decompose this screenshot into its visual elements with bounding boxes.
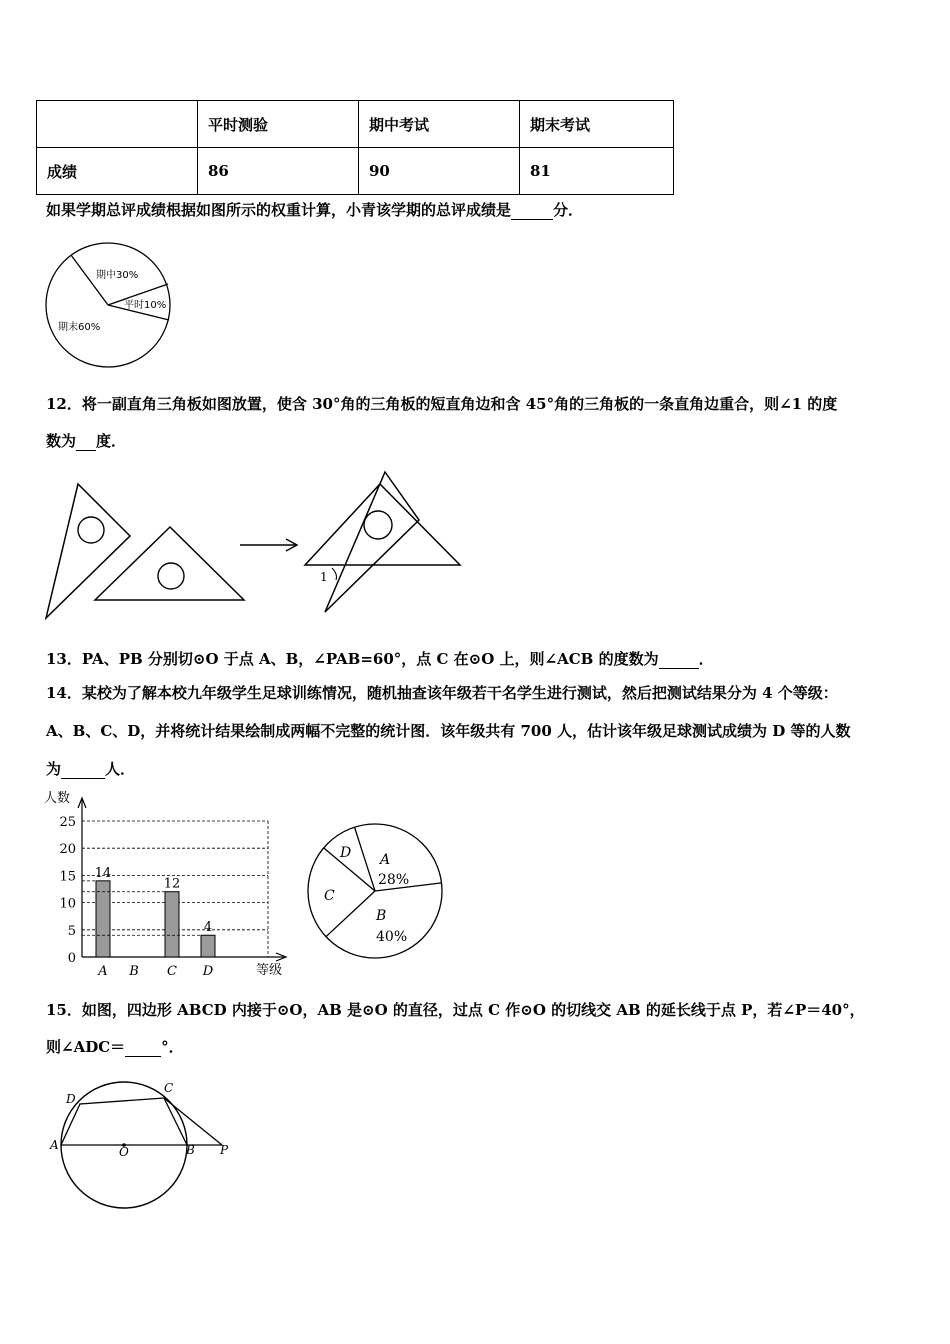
bar-data-label: 14: [94, 865, 112, 881]
weight-pie-chart: [44, 240, 178, 372]
weight-pie-label: 平时10%: [124, 300, 167, 311]
quadrilateral-abcd: [61, 1098, 187, 1145]
point-label-c: C: [164, 1081, 174, 1095]
table-header-row: [37, 101, 674, 148]
bar-y-tick-label: 20: [59, 842, 76, 858]
weight-pie-label: 期末60%: [58, 322, 101, 333]
bar-category-label: A: [98, 964, 108, 979]
table-row-label: 成绩: [37, 148, 198, 195]
bar-category-label: B: [129, 964, 139, 979]
score-table: [36, 100, 674, 195]
triangle-hole: [158, 563, 184, 589]
table-header-cell: [37, 101, 198, 148]
angle-1-arc: [332, 568, 337, 580]
inscribed-quadrilateral-figure: [44, 1076, 244, 1214]
grade-pie-chart: [304, 820, 446, 962]
pie-slice-label: D: [340, 845, 352, 861]
table-header-cell: 期中考试: [359, 101, 520, 148]
q12-suffix: 度．: [96, 432, 127, 450]
grade-bar-chart: [40, 786, 302, 982]
table-header-cell: 平时测验: [198, 101, 359, 148]
q14-suffix: 人．: [105, 760, 136, 778]
bar-y-tick-label: 15: [59, 869, 76, 885]
pie-slice-label: A: [380, 852, 391, 868]
q11-text: [46, 199, 583, 220]
q13-text: [46, 648, 714, 669]
point-label-b: B: [186, 1143, 195, 1157]
bar-A: [96, 881, 110, 957]
q13-question: 13．PA、PB 分别切⊙O 于点 A、B，∠PAB=60°，点 C 在⊙O 上，则∠ACB 的度数为: [46, 650, 659, 668]
triangle-30-left: [46, 484, 130, 618]
q13-suffix: ．: [698, 650, 714, 668]
bar-category-label: D: [202, 964, 214, 979]
answer-blank: [76, 432, 96, 451]
pie-slice-label: C: [324, 888, 335, 904]
q14-line2: A、B、C、D，并将统计结果绘制成两幅不完整的统计图．该年级共有 700 人，估计该年级足球测试成绩为 D 等的人数: [46, 722, 851, 740]
q14-line3: [46, 758, 135, 779]
pie-slice-percent: 40%: [376, 929, 408, 945]
bar-y-tick-label: 0: [67, 951, 76, 966]
pie-slice-divider: [355, 827, 375, 891]
table-header-cell: 期末考试: [520, 101, 674, 148]
table-cell: 81: [520, 148, 674, 195]
set-square-figure: [40, 470, 470, 622]
q11-question: 如果学期总评成绩根据如图所示的权重计算，小青该学期的总评成绩是: [46, 201, 512, 219]
answer-blank: [61, 760, 105, 779]
q12-line2: [46, 430, 126, 451]
point-label-d: D: [66, 1092, 76, 1106]
tangent-cp: [164, 1098, 222, 1145]
bar-y-tick-label: 10: [59, 896, 76, 912]
answer-blank: [511, 201, 553, 220]
angle-1-label: 1: [320, 570, 328, 584]
q15-line1: 15．如图，四边形 ABCD 内接于⊙O，AB 是⊙O 的直径，过点 C 作⊙O 的切线交 AB 的延长线于点 P，若∠P＝40°，: [46, 1001, 865, 1019]
q11-suffix: 分．: [553, 201, 584, 219]
bar-D: [201, 935, 215, 957]
q15-line2: [46, 1036, 184, 1057]
point-label-p: P: [220, 1143, 229, 1157]
q12-line1: 12．将一副直角三角板如图放置，使含 30°角的三角板的短直角边和含 45°角的三角板的一条直角边重合，则∠1 的度: [46, 395, 838, 413]
pie-slice-label: B: [376, 908, 387, 924]
table-cell: 90: [359, 148, 520, 195]
bar-data-label: 12: [163, 876, 181, 892]
bar-x-axis-label: 等级: [256, 963, 283, 978]
pie-slice-percent: 28%: [378, 872, 410, 888]
answer-blank: [125, 1038, 161, 1057]
q15-suffix: °．: [161, 1038, 184, 1056]
answer-blank: [659, 650, 699, 669]
q12-prefix: 数为: [46, 432, 77, 450]
q14-line1: 14．某校为了解本校九年级学生足球训练情况，随机抽查该年级若干名学生进行测试，然后把测试结果分为 4 个等级：: [46, 684, 838, 702]
q14-prefix: 为: [46, 760, 62, 778]
bar-y-tick-label: 5: [67, 923, 76, 939]
table-cell: 86: [198, 148, 359, 195]
triangle-45-right: [305, 484, 460, 565]
bar-data-label: 4: [203, 920, 213, 936]
bar-y-tick-label: 25: [59, 815, 76, 830]
table-row: [37, 148, 674, 195]
point-label-a: A: [50, 1138, 59, 1152]
bar-C: [165, 892, 179, 957]
q15-prefix: 则∠ADC＝: [46, 1038, 126, 1056]
bar-y-axis-label: 人数: [44, 791, 71, 806]
bar-category-label: C: [167, 964, 177, 979]
weight-pie-label: 期中30%: [96, 270, 139, 281]
point-label-o: O: [119, 1145, 129, 1159]
triangle-hole: [364, 511, 392, 539]
triangle-hole: [78, 517, 104, 543]
